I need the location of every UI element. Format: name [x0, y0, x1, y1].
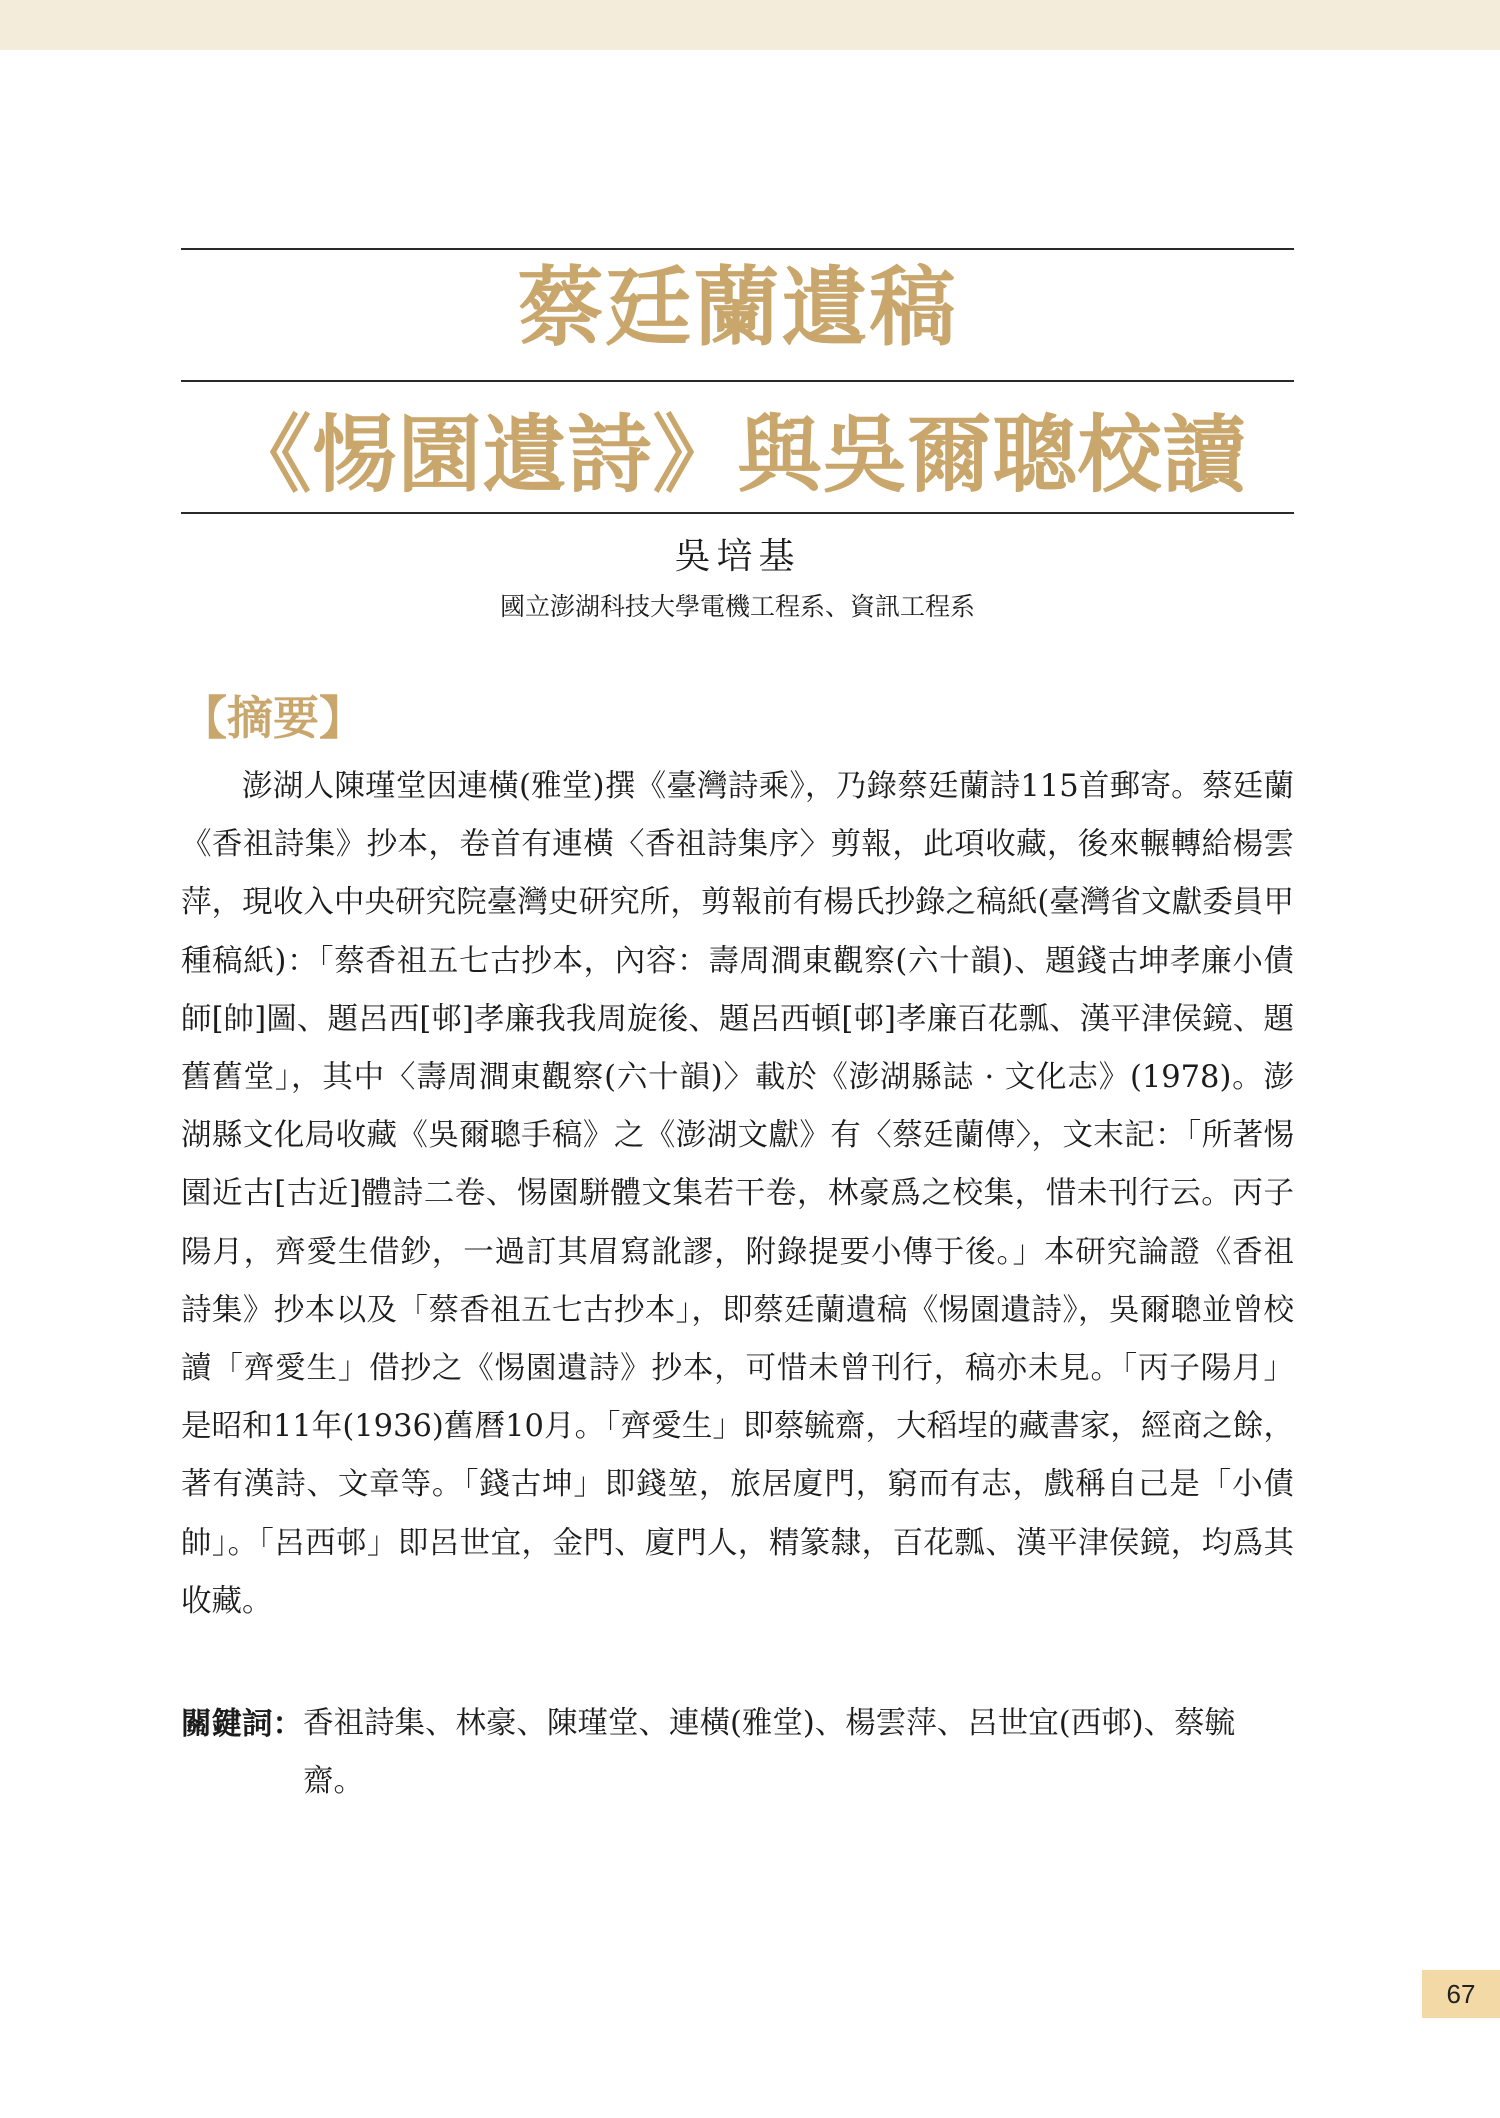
top-color-band — [0, 0, 1500, 50]
author-name: 吳培基 — [674, 536, 801, 577]
title-middle-rule — [181, 380, 1294, 382]
title-bottom-rule — [181, 512, 1294, 514]
keywords — [181, 1695, 1294, 1811]
article-title-line-2: 《惕園遺詩》與吳爾聰校讀 — [227, 405, 1248, 504]
keywords-text: 香祖詩集、林豪、陳瑾堂、連橫(雅堂)、楊雲萍、呂世宜(西邨)、蔡毓齋。 — [303, 1706, 1236, 1799]
title-top-rule — [181, 248, 1294, 250]
abstract-heading: 【摘要】 — [181, 691, 365, 745]
abstract-body: 澎湖人陳瑾堂因連橫(雅堂)撰《臺灣詩乘》，乃錄蔡廷蘭詩115首郵寄。蔡廷蘭《香祖詩集》抄本，卷首有連橫〈香祖詩集序〉剪報，此項收藏，後來輾轉給楊雲萍，現收入中央研究院臺灣史研究所，剪報前有楊氏抄錄之稿紙(臺灣省文獻委員甲種稿紙)：「蔡香祖五七古抄本，內容：壽周澗東觀察(六十韻)、題錢古坤孝廉小債師[帥]圖、題呂西[邨]孝廉我我周旋後、題呂西頓[邨]孝廉百花瓢、漢平津侯鏡、題舊舊堂」，其中〈壽周澗東觀察(六十韻)〉載於《澎湖縣誌 · 文化志》(1978)。澎湖縣文化局收藏《吳爾聰手稿》之《澎湖文獻》有〈蔡廷蘭傳〉，文末記：「所著惕園近古[古近]體詩二卷、惕園駢體文集若干卷，林豪爲之校集，惜未刊行云。丙子陽月，齊愛生借鈔，一過訂其眉寫訛謬，附錄提要小傳于後。」本研究論證《香祖詩集》抄本以及「蔡香祖五七古抄本」，即蔡廷蘭遺稿《惕園遺詩》，吳爾聰並曾校讀「齊愛生」借抄之《惕園遺詩》抄本，可惜未曾刊行，稿亦未見。「丙子陽月」是昭和11年(1936)舊曆10月。「齊愛生」即蔡毓齋，大稻埕的藏書家，經商之餘，著有漢詩、文章等。「錢古坤」即錢堃，旅居廈門，窮而有志，戲稱自己是「小債帥」。「呂西邨」即呂世宜，金門、廈門人，精篆隸，百花瓢、漢平津侯鏡，均爲其收藏。 — [181, 769, 1294, 1619]
keywords-label: 關鍵詞： — [181, 1706, 303, 1742]
page-number: 67 — [1422, 1970, 1500, 2018]
author-affiliation: 國立澎湖科技大學電機工程系、資訊工程系 — [499, 592, 975, 621]
article-title-line-1: 蔡廷蘭遺稿 — [517, 257, 958, 358]
